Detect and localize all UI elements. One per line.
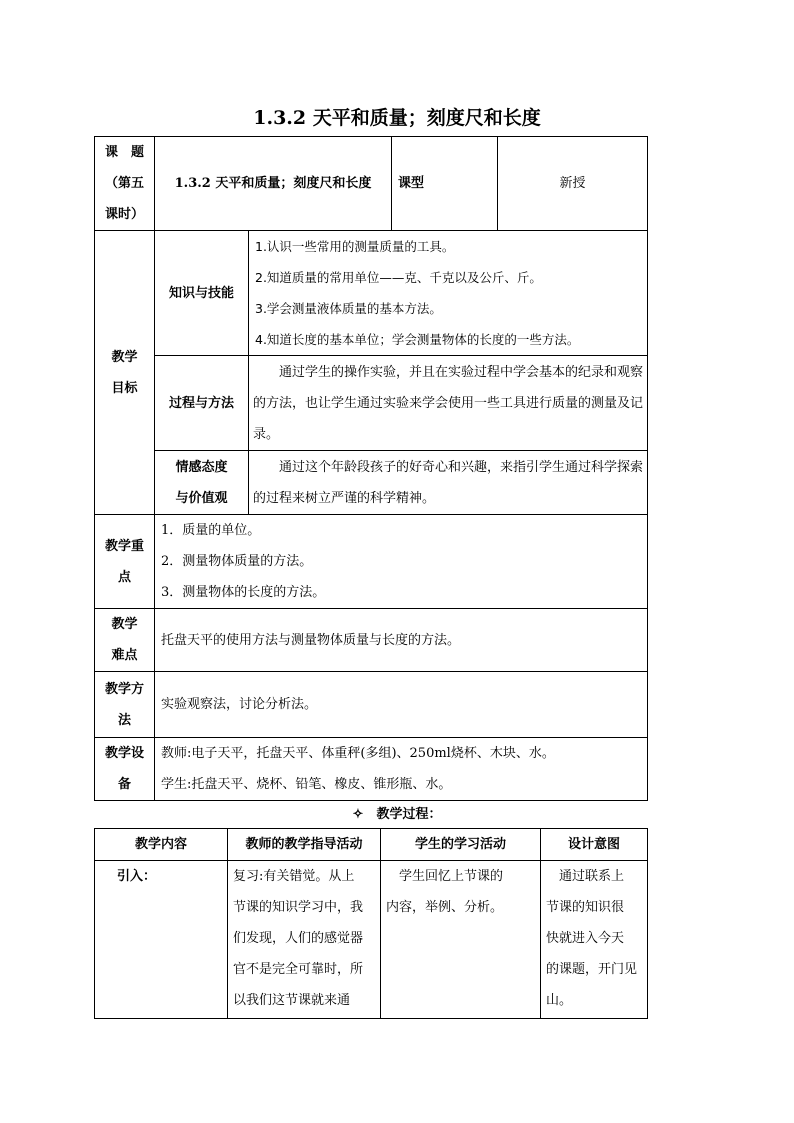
objectives-emotion-row <box>95 451 648 515</box>
objectives-process-row <box>95 356 648 451</box>
header-row <box>95 137 648 231</box>
objectives-label: 教学 目标 <box>95 231 155 515</box>
intro-content: 引入： <box>95 861 228 1019</box>
process-header-row <box>95 829 648 861</box>
col-header-content: 教学内容 <box>95 829 228 861</box>
process-section-title: ✧ 教学过程： <box>352 807 442 822</box>
key-points-row <box>95 515 648 609</box>
process-label: 过程与方法 <box>155 356 249 451</box>
type-value: 新授 <box>498 137 648 231</box>
objectives-knowledge-row <box>95 231 648 356</box>
intro-student-activity: 学生回忆上节课的 内容，举例、分析。 <box>381 861 541 1019</box>
process-row-intro <box>95 861 648 1019</box>
col-header-intent: 设计意图 <box>541 829 648 861</box>
equipment-text: 教师:电子天平，托盘天平、体重秤(多组)、250ml烧杯、木块、水。 学生:托盘天平、烧杯、铅笔、橡皮、锥形瓶、水。 <box>155 738 648 801</box>
equipment-label: 教学设 备 <box>95 738 155 801</box>
type-label: 课型 <box>392 137 498 231</box>
teaching-process-table <box>94 828 648 1019</box>
lesson-plan-table <box>94 136 648 801</box>
emotion-text: 通过这个年龄段孩子的好奇心和兴趣，来指引学生通过科学探索的过程来树立严谨的科学精神。 <box>249 451 648 515</box>
intro-design-intent: 通过联系上 节课的知识很 快就进入今天 的课题，开门见 山。 <box>541 861 648 1019</box>
key-points-label: 教学重 点 <box>95 515 155 609</box>
difficulty-row <box>95 609 648 672</box>
key-points-items: 1．质量的单位。 2．测量物体质量的方法。 3．测量物体的长度的方法。 <box>155 515 648 609</box>
process-text: 通过学生的操作实验，并且在实验过程中学会基本的纪录和观察的方法，也让学生通过实验来学会使用一些工具进行质量的测量及记录。 <box>249 356 648 451</box>
method-text: 实验观察法，讨论分析法。 <box>155 672 648 738</box>
topic-label: 课 题 （第五 课时） <box>95 137 155 231</box>
page-title: 1.3.2 天平和质量；刻度尺和长度 <box>253 107 541 129</box>
knowledge-label: 知识与技能 <box>155 231 249 356</box>
equipment-row <box>95 738 648 801</box>
method-label: 教学方 法 <box>95 672 155 738</box>
intro-teacher-activity: 复习:有关错觉。从上 节课的知识学习中，我 们发现，人们的感觉器 官不是完全可靠时，所 以我们这节课就来通 <box>228 861 381 1019</box>
col-header-student: 学生的学习活动 <box>381 829 541 861</box>
col-header-teacher: 教师的教学指导活动 <box>228 829 381 861</box>
topic-value: 1.3.2 天平和质量；刻度尺和长度 <box>155 137 392 231</box>
difficulty-label: 教学 难点 <box>95 609 155 672</box>
emotion-label: 情感态度 与价值观 <box>155 451 249 515</box>
method-row <box>95 672 648 738</box>
knowledge-items: 1.认识一些常用的测量质量的工具。 2.知道质量的常用单位——克、千克以及公斤、斤。 3.学会测量液体质量的基本方法。 4.知道长度的基本单位；学会测量物体的长度的一些方法。 <box>249 231 648 356</box>
difficulty-text: 托盘天平的使用方法与测量物体质量与长度的方法。 <box>155 609 648 672</box>
